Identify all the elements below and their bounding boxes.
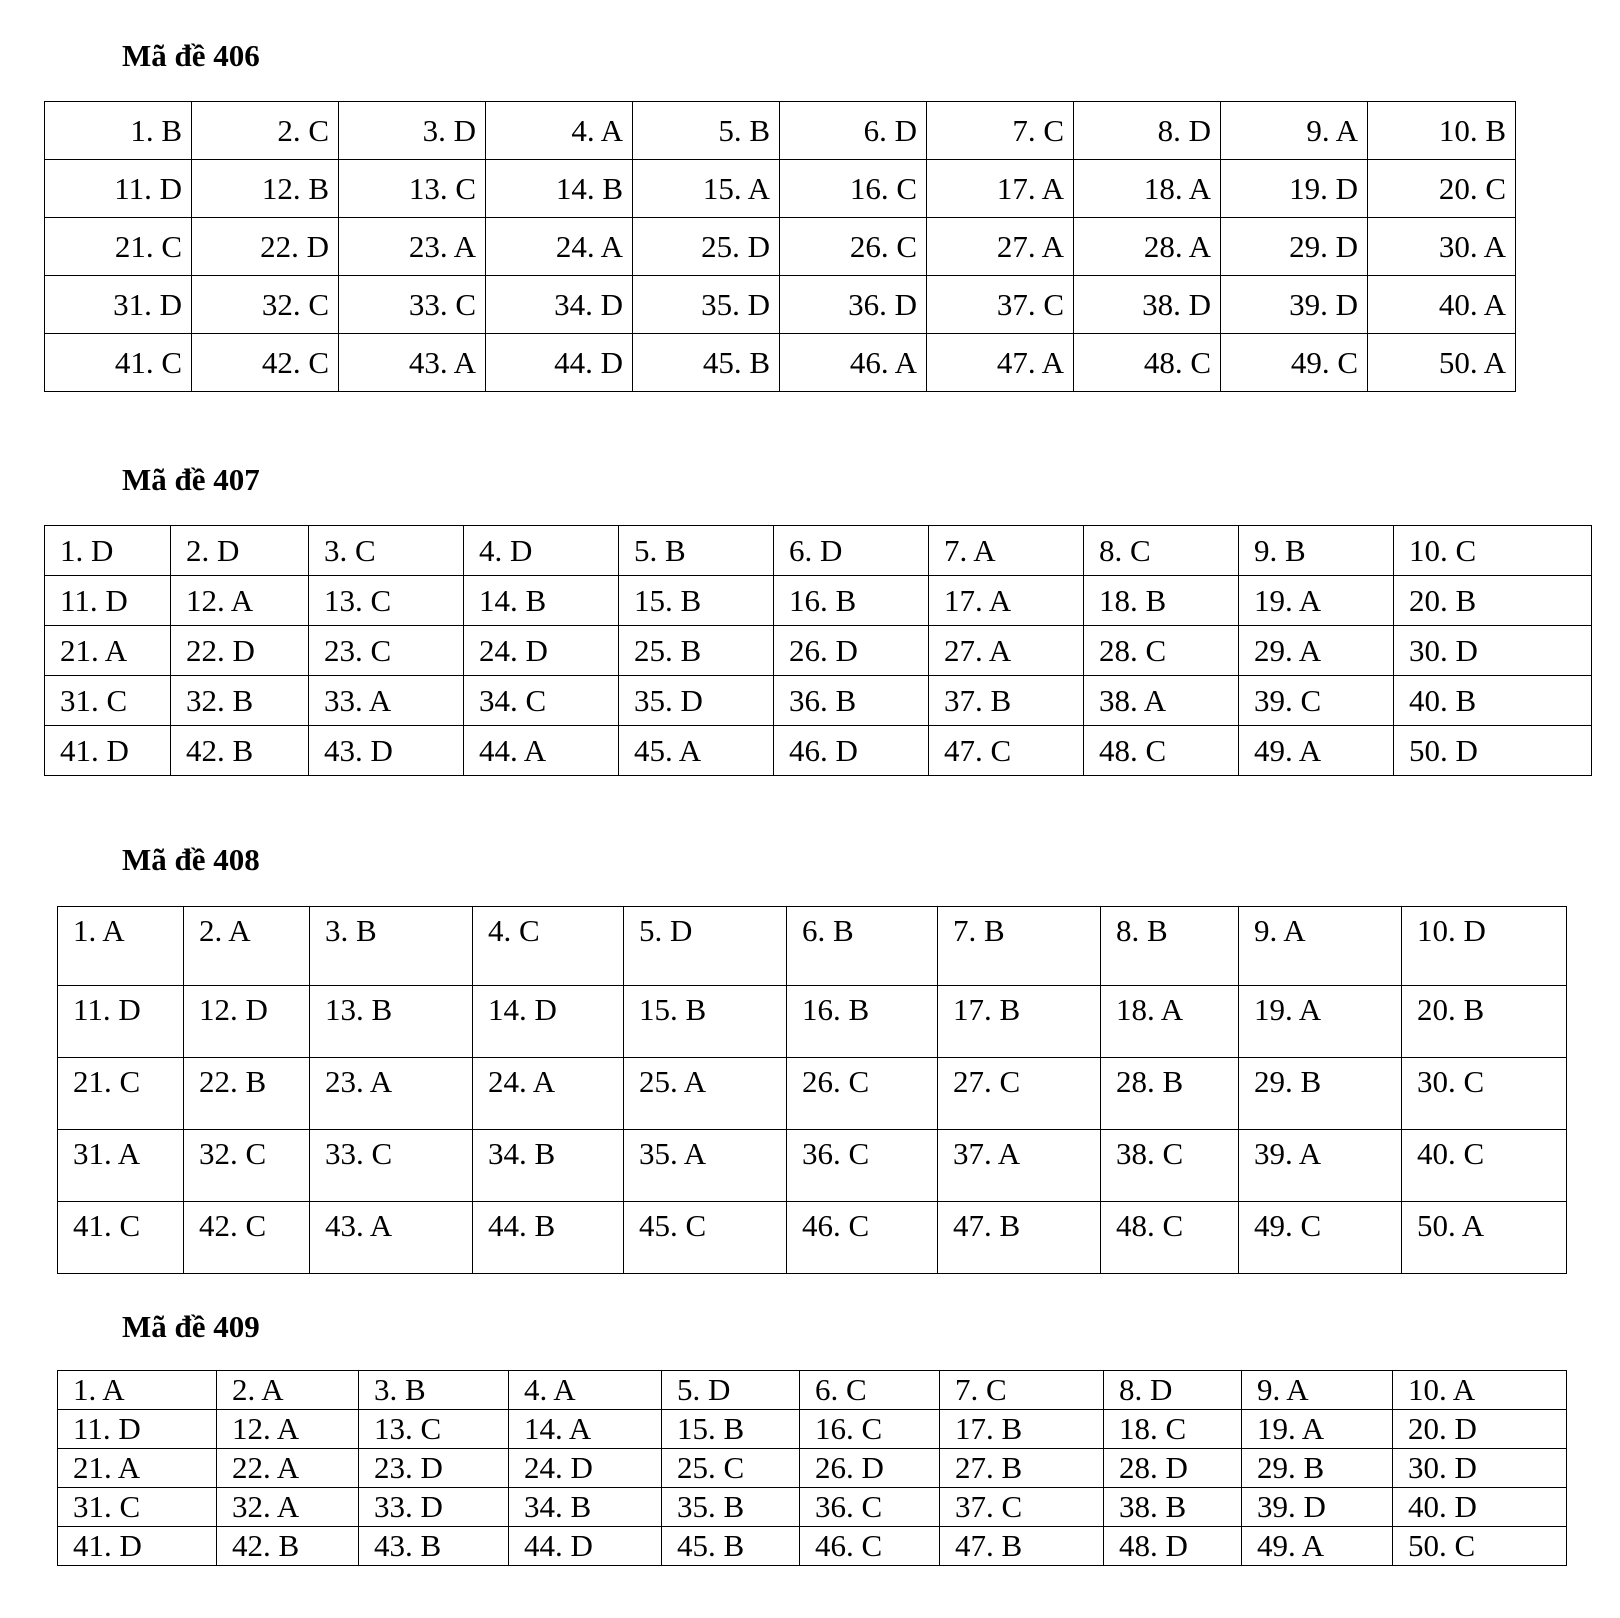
answer-cell: 35. D bbox=[633, 276, 780, 334]
answer-cell: 11. D bbox=[45, 576, 171, 626]
answer-cell: 21. A bbox=[58, 1449, 217, 1488]
answer-cell: 33. A bbox=[309, 676, 464, 726]
answer-cell: 44. B bbox=[473, 1202, 624, 1274]
answer-cell: 29. A bbox=[1239, 626, 1394, 676]
answer-cell: 8. C bbox=[1084, 526, 1239, 576]
table-row bbox=[45, 218, 1516, 276]
answer-cell: 24. D bbox=[509, 1449, 662, 1488]
answer-cell: 15. B bbox=[662, 1410, 800, 1449]
answer-cell: 13. C bbox=[359, 1410, 509, 1449]
answer-cell: 48. C bbox=[1101, 1202, 1239, 1274]
answer-cell: 3. B bbox=[359, 1371, 509, 1410]
answer-cell: 27. A bbox=[927, 218, 1074, 276]
answer-cell: 23. A bbox=[339, 218, 486, 276]
answer-cell: 25. C bbox=[662, 1449, 800, 1488]
answer-cell: 26. D bbox=[800, 1449, 940, 1488]
answer-cell: 36. B bbox=[774, 676, 929, 726]
answer-cell: 46. C bbox=[800, 1527, 940, 1566]
answer-cell: 25. B bbox=[619, 626, 774, 676]
answer-cell: 1. B bbox=[45, 102, 192, 160]
answer-cell: 13. C bbox=[339, 160, 486, 218]
answer-cell: 32. A bbox=[217, 1488, 359, 1527]
answer-cell: 26. D bbox=[774, 626, 929, 676]
answer-cell: 14. A bbox=[509, 1410, 662, 1449]
answer-cell: 45. C bbox=[624, 1202, 787, 1274]
answer-cell: 40. B bbox=[1394, 676, 1592, 726]
answer-cell: 1. A bbox=[58, 1371, 217, 1410]
answer-cell: 27. A bbox=[929, 626, 1084, 676]
answer-cell: 42. B bbox=[217, 1527, 359, 1566]
answer-cell: 36. C bbox=[787, 1130, 938, 1202]
answer-cell: 11. D bbox=[58, 1410, 217, 1449]
answer-cell: 20. B bbox=[1402, 986, 1567, 1058]
answer-cell: 43. A bbox=[310, 1202, 473, 1274]
answer-cell: 17. B bbox=[940, 1410, 1104, 1449]
answer-cell: 23. A bbox=[310, 1058, 473, 1130]
table-row bbox=[45, 726, 1592, 776]
answer-cell: 30. D bbox=[1394, 626, 1592, 676]
table-row bbox=[58, 1449, 1567, 1488]
table-row bbox=[45, 276, 1516, 334]
answer-cell: 36. C bbox=[800, 1488, 940, 1527]
answer-cell: 37. C bbox=[927, 276, 1074, 334]
answer-cell: 19. A bbox=[1239, 986, 1402, 1058]
table-row bbox=[45, 526, 1592, 576]
answer-cell: 1. A bbox=[58, 907, 184, 986]
table-row bbox=[58, 1410, 1567, 1449]
answer-cell: 38. D bbox=[1074, 276, 1221, 334]
answer-cell: 31. C bbox=[58, 1488, 217, 1527]
answer-cell: 39. D bbox=[1221, 276, 1368, 334]
answer-cell: 16. B bbox=[774, 576, 929, 626]
section-title-408: Mã đề 408 bbox=[122, 842, 260, 877]
answer-cell: 35. A bbox=[624, 1130, 787, 1202]
answer-cell: 33. C bbox=[339, 276, 486, 334]
table-row bbox=[45, 626, 1592, 676]
answer-cell: 21. C bbox=[58, 1058, 184, 1130]
answer-cell: 38. C bbox=[1101, 1130, 1239, 1202]
answer-cell: 19. A bbox=[1239, 576, 1394, 626]
answer-cell: 9. A bbox=[1239, 907, 1402, 986]
answer-cell: 20. C bbox=[1368, 160, 1516, 218]
answer-cell: 2. A bbox=[217, 1371, 359, 1410]
answer-cell: 22. D bbox=[192, 218, 339, 276]
answer-cell: 4. C bbox=[473, 907, 624, 986]
answer-cell: 14. B bbox=[486, 160, 633, 218]
answer-cell: 31. C bbox=[45, 676, 171, 726]
answer-cell: 17. A bbox=[929, 576, 1084, 626]
answer-cell: 39. C bbox=[1239, 676, 1394, 726]
answer-cell: 11. D bbox=[45, 160, 192, 218]
answer-cell: 6. C bbox=[800, 1371, 940, 1410]
answer-cell: 10. D bbox=[1402, 907, 1567, 986]
answer-cell: 2. A bbox=[184, 907, 310, 986]
answer-cell: 25. A bbox=[624, 1058, 787, 1130]
answer-cell: 47. B bbox=[940, 1527, 1104, 1566]
answer-cell: 3. C bbox=[309, 526, 464, 576]
answer-cell: 24. D bbox=[464, 626, 619, 676]
answer-cell: 34. B bbox=[473, 1130, 624, 1202]
table-row bbox=[58, 1488, 1567, 1527]
answer-cell: 30. C bbox=[1402, 1058, 1567, 1130]
answer-cell: 6. D bbox=[774, 526, 929, 576]
answer-cell: 5. D bbox=[662, 1371, 800, 1410]
answer-cell: 39. A bbox=[1239, 1130, 1402, 1202]
answer-cell: 37. B bbox=[929, 676, 1084, 726]
answer-cell: 35. D bbox=[619, 676, 774, 726]
answer-cell: 15. B bbox=[619, 576, 774, 626]
answer-cell: 18. C bbox=[1104, 1410, 1242, 1449]
answer-cell: 18. A bbox=[1074, 160, 1221, 218]
answer-cell: 35. B bbox=[662, 1488, 800, 1527]
answer-cell: 38. A bbox=[1084, 676, 1239, 726]
table-row bbox=[45, 576, 1592, 626]
answer-cell: 18. B bbox=[1084, 576, 1239, 626]
answer-cell: 14. B bbox=[464, 576, 619, 626]
answer-table-409 bbox=[57, 1370, 1567, 1566]
answer-cell: 43. A bbox=[339, 334, 486, 392]
answer-cell: 29. B bbox=[1239, 1058, 1402, 1130]
answer-cell: 44. D bbox=[486, 334, 633, 392]
answer-cell: 2. D bbox=[171, 526, 309, 576]
answer-cell: 7. C bbox=[927, 102, 1074, 160]
answer-cell: 36. D bbox=[780, 276, 927, 334]
answer-cell: 44. A bbox=[464, 726, 619, 776]
answer-cell: 44. D bbox=[509, 1527, 662, 1566]
answer-cell: 9. A bbox=[1242, 1371, 1393, 1410]
answer-cell: 6. B bbox=[787, 907, 938, 986]
answer-cell: 16. C bbox=[780, 160, 927, 218]
answer-cell: 34. C bbox=[464, 676, 619, 726]
answer-cell: 47. C bbox=[929, 726, 1084, 776]
answer-cell: 30. A bbox=[1368, 218, 1516, 276]
table-row bbox=[58, 1202, 1567, 1274]
answer-cell: 19. D bbox=[1221, 160, 1368, 218]
answer-cell: 50. A bbox=[1402, 1202, 1567, 1274]
answer-cell: 12. A bbox=[217, 1410, 359, 1449]
table-row bbox=[58, 1130, 1567, 1202]
answer-cell: 50. A bbox=[1368, 334, 1516, 392]
answer-cell: 21. C bbox=[45, 218, 192, 276]
answer-cell: 49. A bbox=[1242, 1527, 1393, 1566]
answer-table-407 bbox=[44, 525, 1592, 776]
answer-cell: 12. D bbox=[184, 986, 310, 1058]
answer-cell: 30. D bbox=[1393, 1449, 1567, 1488]
answer-cell: 39. D bbox=[1242, 1488, 1393, 1527]
answer-cell: 31. A bbox=[58, 1130, 184, 1202]
answer-cell: 7. B bbox=[938, 907, 1101, 986]
answer-cell: 8. B bbox=[1101, 907, 1239, 986]
table-row bbox=[58, 1527, 1567, 1566]
answer-cell: 3. D bbox=[339, 102, 486, 160]
answer-cell: 5. D bbox=[624, 907, 787, 986]
section-title-407: Mã đề 407 bbox=[122, 462, 260, 497]
answer-cell: 7. A bbox=[929, 526, 1084, 576]
section-title-406: Mã đề 406 bbox=[122, 38, 260, 73]
answer-cell: 23. C bbox=[309, 626, 464, 676]
answer-table-406 bbox=[44, 101, 1516, 392]
answer-cell: 3. B bbox=[310, 907, 473, 986]
answer-cell: 41. C bbox=[58, 1202, 184, 1274]
table-row bbox=[58, 986, 1567, 1058]
answer-cell: 34. D bbox=[486, 276, 633, 334]
answer-cell: 46. A bbox=[780, 334, 927, 392]
answer-cell: 10. A bbox=[1393, 1371, 1567, 1410]
answer-cell: 34. B bbox=[509, 1488, 662, 1527]
answer-cell: 29. B bbox=[1242, 1449, 1393, 1488]
answer-cell: 49. A bbox=[1239, 726, 1394, 776]
answer-cell: 45. A bbox=[619, 726, 774, 776]
answer-cell: 47. A bbox=[927, 334, 1074, 392]
answer-cell: 22. A bbox=[217, 1449, 359, 1488]
answer-cell: 9. B bbox=[1239, 526, 1394, 576]
answer-cell: 13. B bbox=[310, 986, 473, 1058]
answer-cell: 46. D bbox=[774, 726, 929, 776]
answer-cell: 28. A bbox=[1074, 218, 1221, 276]
answer-cell: 4. A bbox=[509, 1371, 662, 1410]
answer-cell: 42. B bbox=[171, 726, 309, 776]
table-row bbox=[45, 160, 1516, 218]
answer-cell: 10. C bbox=[1394, 526, 1592, 576]
answer-cell: 49. C bbox=[1221, 334, 1368, 392]
table-row bbox=[58, 907, 1567, 986]
answer-cell: 17. B bbox=[938, 986, 1101, 1058]
answer-cell: 11. D bbox=[58, 986, 184, 1058]
answer-cell: 21. A bbox=[45, 626, 171, 676]
answer-cell: 45. B bbox=[633, 334, 780, 392]
answer-cell: 2. C bbox=[192, 102, 339, 160]
answer-cell: 14. D bbox=[473, 986, 624, 1058]
answer-cell: 48. D bbox=[1104, 1527, 1242, 1566]
answer-cell: 5. B bbox=[619, 526, 774, 576]
answer-cell: 42. C bbox=[184, 1202, 310, 1274]
answer-cell: 19. A bbox=[1242, 1410, 1393, 1449]
table-row bbox=[45, 334, 1516, 392]
answer-cell: 38. B bbox=[1104, 1488, 1242, 1527]
table-row bbox=[45, 102, 1516, 160]
table-row bbox=[45, 676, 1592, 726]
answer-cell: 33. D bbox=[359, 1488, 509, 1527]
answer-cell: 43. D bbox=[309, 726, 464, 776]
answer-cell: 27. C bbox=[938, 1058, 1101, 1130]
answer-cell: 22. D bbox=[171, 626, 309, 676]
table-row bbox=[58, 1058, 1567, 1130]
answer-cell: 41. D bbox=[45, 726, 171, 776]
answer-cell: 4. A bbox=[486, 102, 633, 160]
answer-cell: 15. A bbox=[633, 160, 780, 218]
answer-cell: 16. B bbox=[787, 986, 938, 1058]
answer-cell: 45. B bbox=[662, 1527, 800, 1566]
answer-cell: 32. C bbox=[184, 1130, 310, 1202]
answer-cell: 8. D bbox=[1074, 102, 1221, 160]
answer-cell: 15. B bbox=[624, 986, 787, 1058]
answer-cell: 41. D bbox=[58, 1527, 217, 1566]
answer-cell: 37. A bbox=[938, 1130, 1101, 1202]
answer-cell: 17. A bbox=[927, 160, 1074, 218]
answer-cell: 37. C bbox=[940, 1488, 1104, 1527]
answer-cell: 27. B bbox=[940, 1449, 1104, 1488]
answer-cell: 41. C bbox=[45, 334, 192, 392]
table-row bbox=[58, 1371, 1567, 1410]
answer-cell: 28. C bbox=[1084, 626, 1239, 676]
answer-cell: 12. B bbox=[192, 160, 339, 218]
answer-cell: 40. C bbox=[1402, 1130, 1567, 1202]
answer-cell: 46. C bbox=[787, 1202, 938, 1274]
answer-cell: 18. A bbox=[1101, 986, 1239, 1058]
answer-cell: 40. D bbox=[1393, 1488, 1567, 1527]
answer-cell: 12. A bbox=[171, 576, 309, 626]
answer-cell: 33. C bbox=[310, 1130, 473, 1202]
answer-cell: 1. D bbox=[45, 526, 171, 576]
answer-cell: 50. C bbox=[1393, 1527, 1567, 1566]
answer-cell: 22. B bbox=[184, 1058, 310, 1130]
section-title-409: Mã đề 409 bbox=[122, 1309, 260, 1344]
answer-cell: 28. B bbox=[1101, 1058, 1239, 1130]
answer-cell: 48. C bbox=[1084, 726, 1239, 776]
answer-cell: 48. C bbox=[1074, 334, 1221, 392]
answer-cell: 5. B bbox=[633, 102, 780, 160]
answer-cell: 10. B bbox=[1368, 102, 1516, 160]
answer-cell: 29. D bbox=[1221, 218, 1368, 276]
answer-cell: 4. D bbox=[464, 526, 619, 576]
answer-cell: 8. D bbox=[1104, 1371, 1242, 1410]
answer-cell: 7. C bbox=[940, 1371, 1104, 1410]
answer-cell: 31. D bbox=[45, 276, 192, 334]
answer-cell: 24. A bbox=[473, 1058, 624, 1130]
answer-cell: 9. A bbox=[1221, 102, 1368, 160]
answer-cell: 24. A bbox=[486, 218, 633, 276]
answer-cell: 6. D bbox=[780, 102, 927, 160]
answer-cell: 50. D bbox=[1394, 726, 1592, 776]
answer-cell: 32. B bbox=[171, 676, 309, 726]
answer-cell: 13. C bbox=[309, 576, 464, 626]
answer-cell: 20. B bbox=[1394, 576, 1592, 626]
answer-cell: 32. C bbox=[192, 276, 339, 334]
answer-cell: 16. C bbox=[800, 1410, 940, 1449]
answer-cell: 40. A bbox=[1368, 276, 1516, 334]
answer-cell: 26. C bbox=[787, 1058, 938, 1130]
answer-cell: 49. C bbox=[1239, 1202, 1402, 1274]
answer-cell: 43. B bbox=[359, 1527, 509, 1566]
answer-cell: 47. B bbox=[938, 1202, 1101, 1274]
answer-cell: 20. D bbox=[1393, 1410, 1567, 1449]
answer-cell: 42. C bbox=[192, 334, 339, 392]
answer-table-408 bbox=[57, 906, 1567, 1274]
answer-cell: 25. D bbox=[633, 218, 780, 276]
answer-cell: 28. D bbox=[1104, 1449, 1242, 1488]
answer-cell: 23. D bbox=[359, 1449, 509, 1488]
answer-cell: 26. C bbox=[780, 218, 927, 276]
